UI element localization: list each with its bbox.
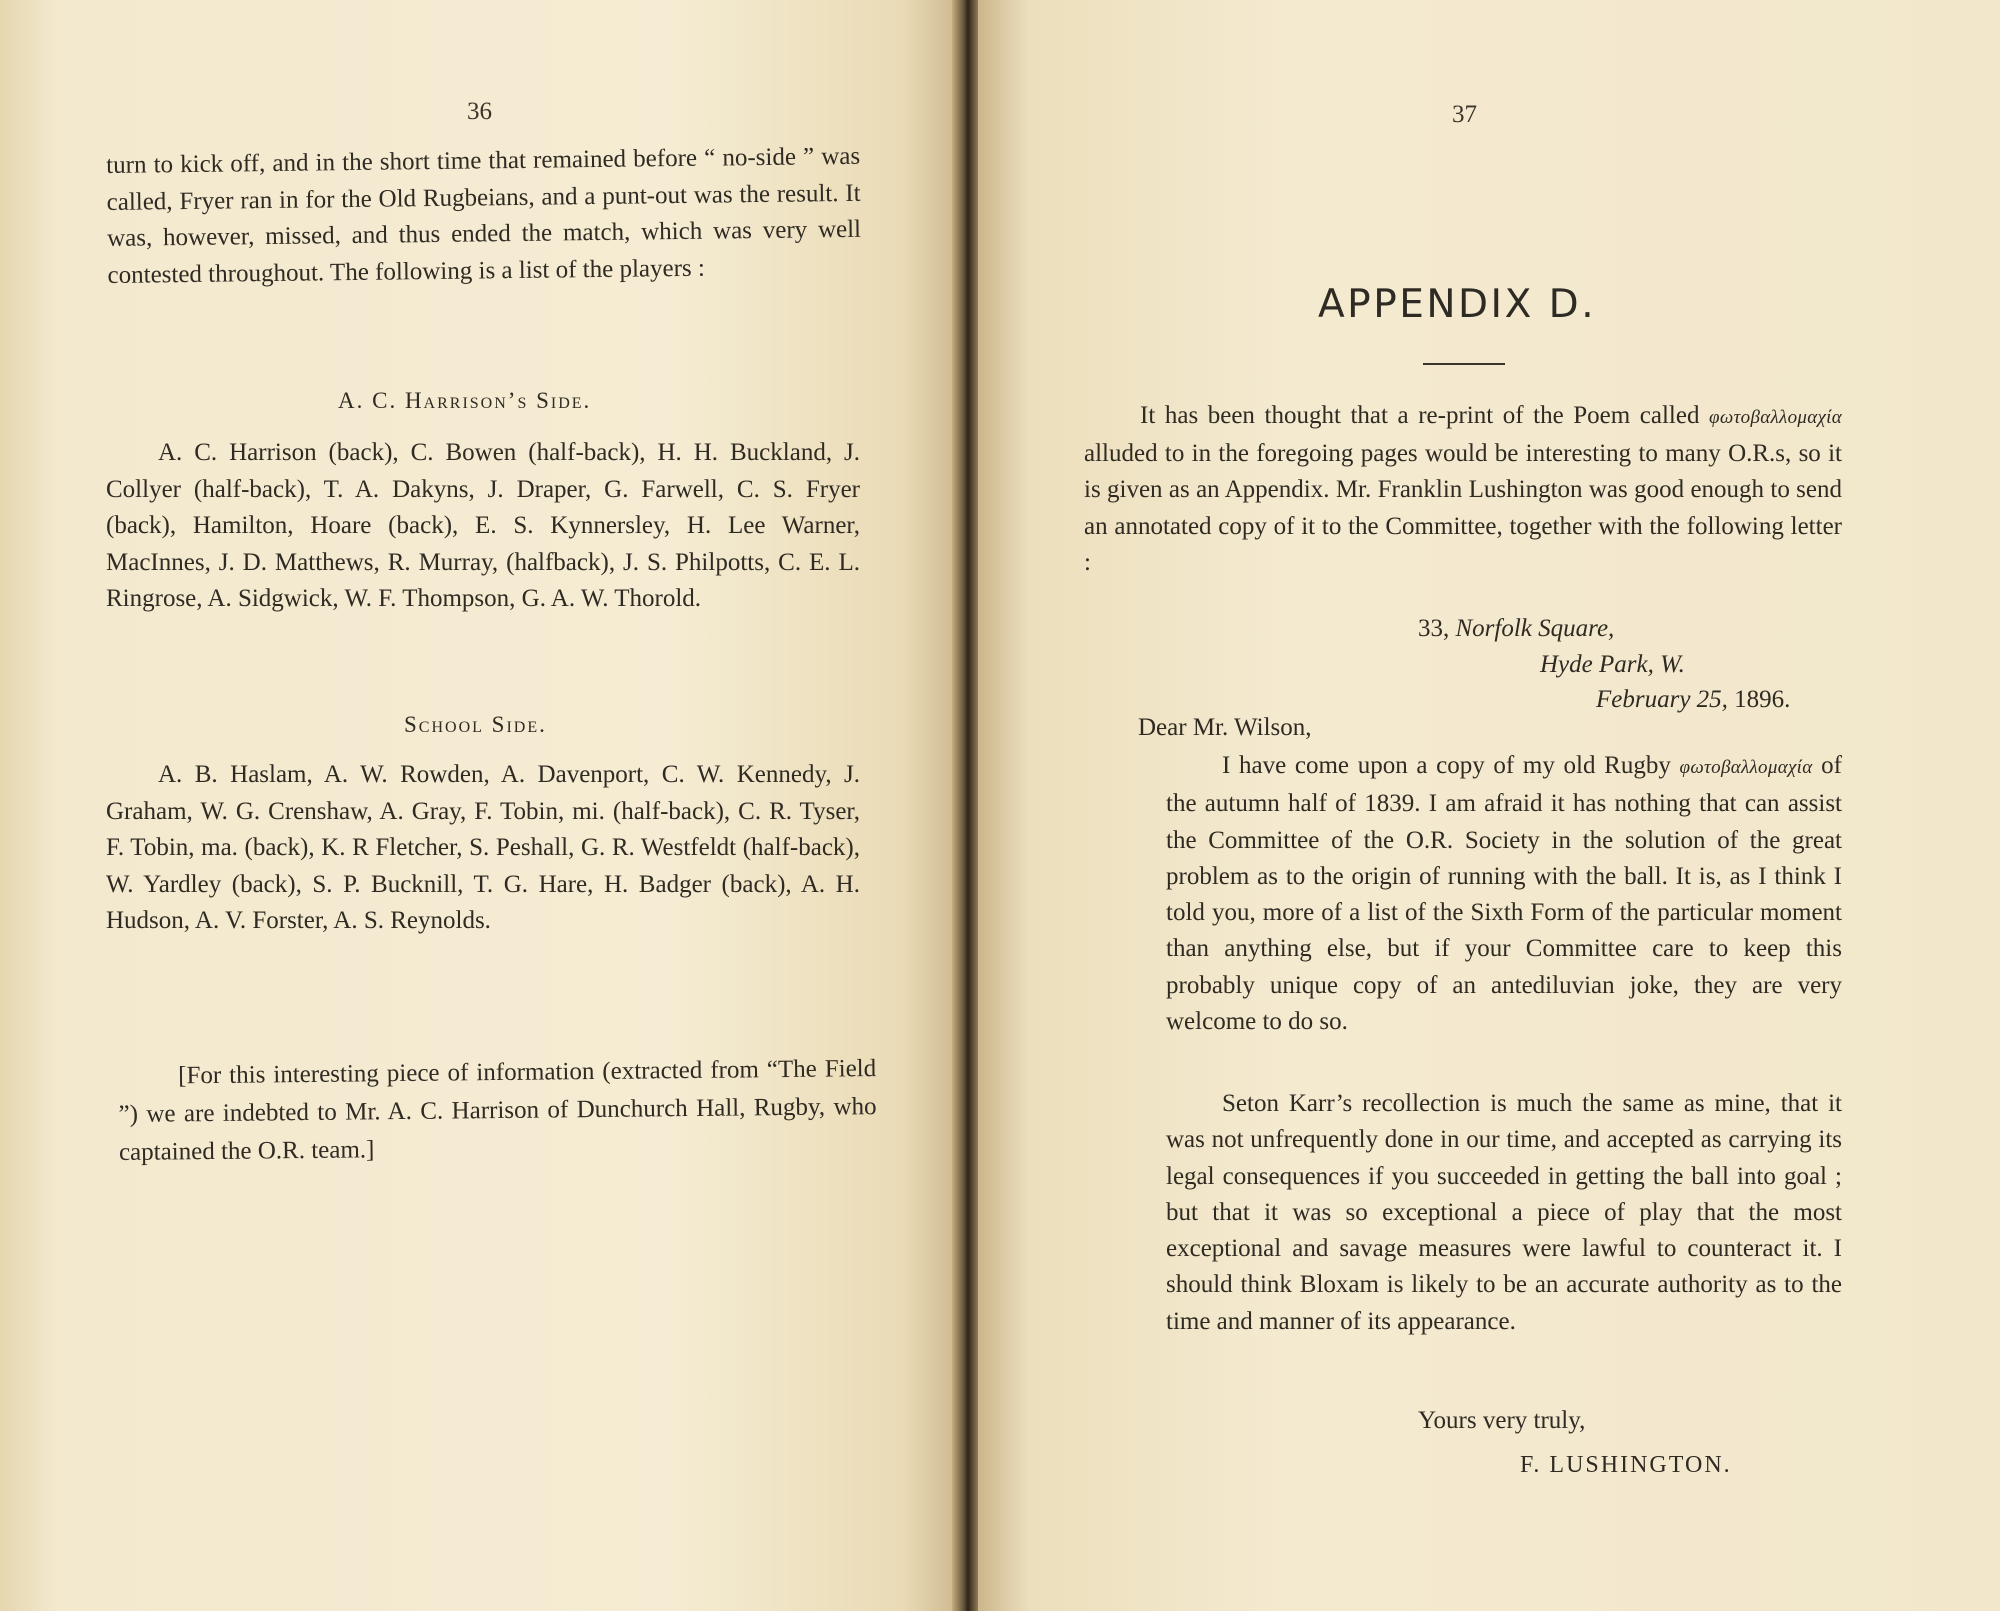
- intro-text-end: alluded to in the foregoing pages would be interesting to many O.R.s, so it is given as an Appendix. Mr. Franklin Lushington was good enough to send an annotated copy of it to the Committee, together with the following letter :: [1084, 440, 1842, 576]
- letter-paragraph-2: Seton Karr’s recollection is much the same as mine, that it was not unfrequently done in our time, and accepted as carrying its legal consequences if you succeeded in getting the ball into goal ; but that it was so exceptional a piece of play that the most exceptional and savage measures were lawful to counteract it. I should think Bloxam is likely to be an accurate authority as to the time and manner of its appearance.: [1166, 1090, 1842, 1335]
- address-line-1: [1418, 615, 1614, 643]
- letter-date: [1596, 686, 1790, 714]
- page-number-left: 36: [467, 98, 492, 125]
- address-number: 33,: [1418, 615, 1450, 642]
- letter-p1-end: of the autumn half of 1839. I am afraid it has nothing that can assist the Committee of the O.R. Society in the solution of the great problem as to the origin of running with the ball. It is, as I think I told you, more of a list of the Sixth Form of the particular moment than anything else, but if your Committee care to keep this probably unique copy of an antediluvian joke, they are very welcome to do so.: [1166, 752, 1842, 1036]
- left-page: [0, 0, 960, 1611]
- appendix-intro-paragraph: [1084, 398, 1842, 581]
- letter-p1-start: I have come upon a copy of my old Rugby: [1222, 752, 1680, 779]
- greek-poem-title: φωτοβαλλομαχία: [1709, 407, 1842, 428]
- date-month-day: February 25,: [1596, 686, 1728, 713]
- intro-paragraph: turn to kick off, and in the short time that remained before “ no-side ” was called, Fryer ran in for the Old Rugbeians, and a punt-out was the result. It was, however, missed, and thus ended the match, which was very well contested throughout. The following is a list of the players :: [106, 142, 862, 289]
- school-side-heading: School Side.: [404, 712, 547, 737]
- address-street: Norfolk Square,: [1455, 615, 1615, 642]
- editorial-note: [For this interesting piece of information (extracted from “The Field ”) we are indebted to Mr. A. C. Harrison of Dunchurch Hall, Rugby, who captained the O.R. team.]: [118, 1055, 877, 1166]
- school-side-players: A. B. Haslam, A. W. Rowden, A. Davenport, C. W. Kennedy, J. Graham, W. G. Crenshaw, A. Gray, F. Tobin, mi. (half-back), C. R. Tyser, F. Tobin, ma. (back), K. R Fletcher, S. Peshall, G. R. Westfeldt (half-back), W. Yardley (back), S. P. Bucknill, T. G. Hare, H. Badger (back), A. H. Hudson, A. V. Forster, A. S. Reynolds.: [106, 761, 860, 934]
- page-number-right: 37: [1452, 101, 1477, 128]
- harrison-side-heading: A. C. Harrison’s Side.: [338, 388, 592, 413]
- greek-poem-title-2: φωτοβαλλομαχία: [1679, 757, 1813, 778]
- intro-text-start: It has been thought that a re-print of the Poem called: [1140, 402, 1710, 429]
- letter-salutation: Dear Mr. Wilson,: [1138, 714, 1312, 741]
- address-line-2: Hyde Park, W.: [1540, 651, 1685, 678]
- appendix-title: APPENDIX D.: [1318, 282, 1597, 327]
- letter-signature: F. LUSHINGTON.: [1520, 1452, 1732, 1478]
- letter-paragraph-1: [1166, 748, 1842, 1040]
- date-year: 1896.: [1734, 686, 1791, 713]
- title-rule: [1423, 363, 1505, 365]
- letter-closing: Yours very truly,: [1418, 1407, 1586, 1434]
- harrison-side-players: A. C. Harrison (back), C. Bowen (half-back), H. H. Buckland, J. Collyer (half-back), T. A. Dakyns, J. Draper, G. Farwell, C. S. Fryer (back), Hamilton, Hoare (back), E. S. Kynnersley, H. Lee Warner, MacInnes, J. D. Matthews, R. Murray, (halfback), J. S. Philpotts, C. E. L. Ringrose, A. Sidgwick, W. F. Thompson, G. A. W. Thorold.: [106, 439, 860, 612]
